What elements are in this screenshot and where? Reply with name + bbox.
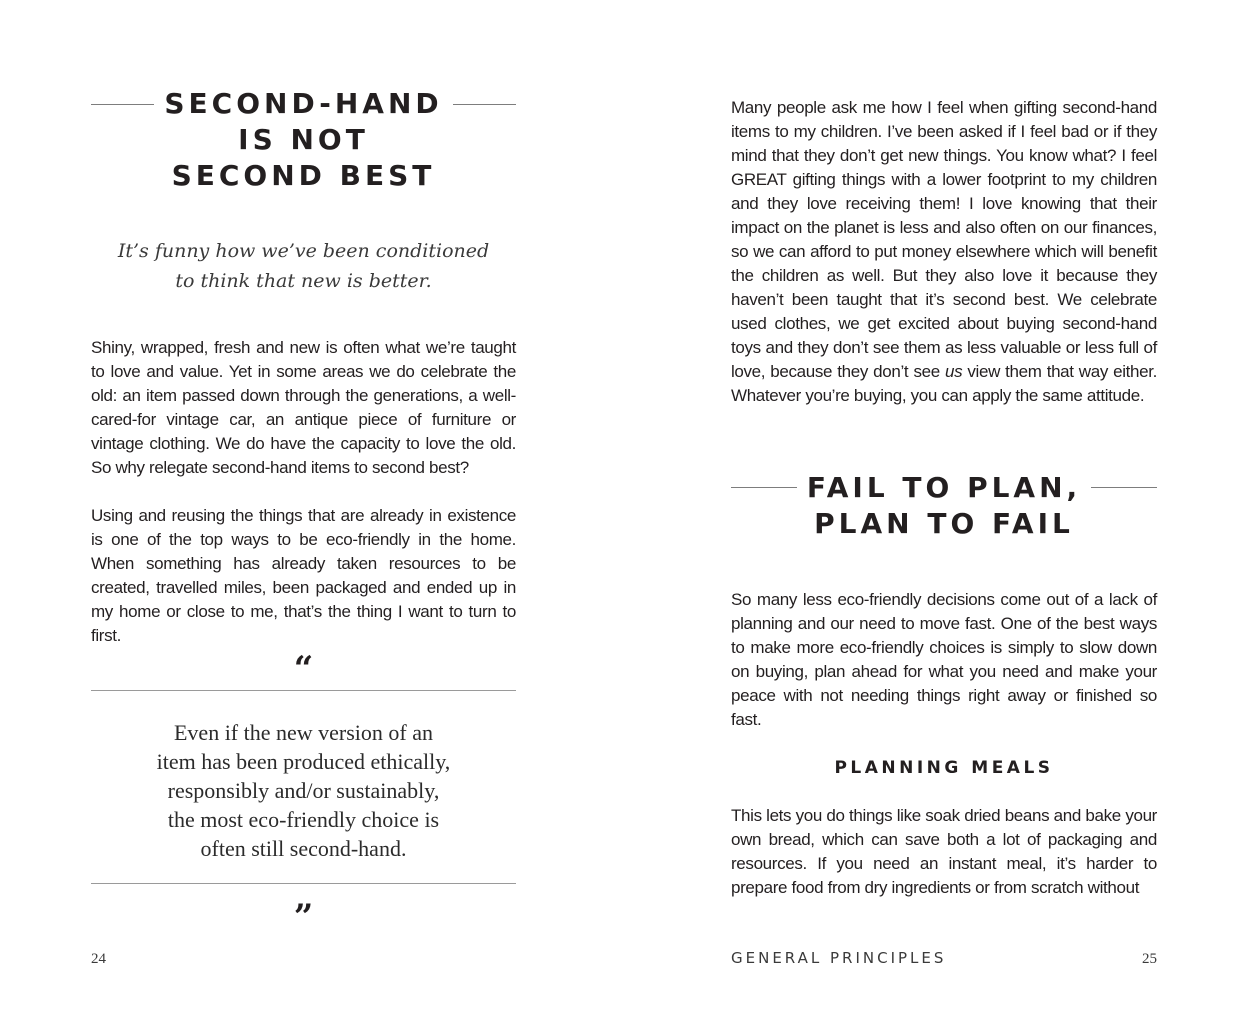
heading-rule-right xyxy=(453,104,516,105)
quote-bottom-rule xyxy=(91,883,516,884)
body-paragraph: So many less eco-friendly decisions come out of a lack of planning and our need to move fast. One of the best ways to make more eco-friendly choices is simply to slow down on buying, plan ahead for what you need and make your peace with not needing things right away or finished so fast. xyxy=(731,590,1157,729)
heading-line: FAIL TO PLAN, xyxy=(806,471,1082,504)
heading-line: SECOND BEST xyxy=(171,159,436,192)
heading-rule-left xyxy=(731,487,797,488)
body-paragraph: Shiny, wrapped, fresh and new is often what we’re taught to love and value. Yet in some areas we do celebrate the old: an item passed down through the generations, a well-cared-for vintage car, an antique piece of furniture or vintage clothing. We do have the capacity to love the old. So why relegate second-hand items to second best? xyxy=(91,338,516,477)
open-quote-mark: “ xyxy=(293,649,314,689)
close-quote-mark: ” xyxy=(293,897,314,937)
paragraph-text: view them that way either. Whatever you’re buying, you can apply the same attitude. xyxy=(731,362,1158,405)
body-paragraph xyxy=(731,96,1157,408)
pull-quote xyxy=(91,718,516,863)
pull-quote-line: often still second-hand. xyxy=(200,836,407,861)
emphasis-text: us xyxy=(944,362,963,381)
heading-line: SECOND-HAND xyxy=(164,87,443,120)
section-heading-second-hand xyxy=(91,86,516,194)
quote-top-rule xyxy=(91,690,516,691)
lede xyxy=(91,236,516,296)
page-number: 25 xyxy=(1142,951,1157,967)
heading-rule-left xyxy=(91,104,154,105)
heading-line: PLAN TO FAIL xyxy=(814,507,1074,540)
left-page xyxy=(91,0,516,1009)
heading-text xyxy=(154,86,452,194)
page-number: 24 xyxy=(91,951,106,967)
lede-line: It’s funny how we’ve been conditioned xyxy=(117,240,490,262)
subheading-planning-meals: PLANNING MEALS xyxy=(834,758,1054,778)
heading-line: IS NOT xyxy=(238,123,369,156)
pull-quote-line: item has been produced ethically, xyxy=(156,749,451,774)
section-heading-fail-to-plan xyxy=(731,470,1157,542)
body-paragraph: This lets you do things like soak dried beans and bake your own bread, which can save both a lot of packaging and resources. If you need an instant meal, it’s harder to prepare food from dry ingredients or from scratch without xyxy=(731,806,1157,897)
right-page xyxy=(731,0,1157,1009)
pull-quote-line: responsibly and/or sustainably, xyxy=(167,778,440,803)
paragraph-text: Many people ask me how I feel when gifting second-hand items to my children. I’ve been asked if I feel bad or if they mind that they don’t get new things. You know what? I feel GREAT gifting things with a lower footprint to my children and they love receiving them! I love knowing that their impact on the planet is less and also often on our finances, so we can afford to put money elsewhere which will benefit the children as well. But they also love it because they haven’t been taught that it’s second best. We celebrate used clothes, we get excited about buying second-hand toys and they don’t see them as less valuable or less full of love, because they don’t see xyxy=(731,98,1157,381)
body-paragraph: Using and reusing the things that are already in existence is one of the top ways to be eco-friendly in the home. When something has already taken resources to be created, travelled miles, been packaged and ended up in my home or close to me, that’s the thing I want to turn to first. xyxy=(91,506,516,645)
heading-text xyxy=(797,470,1091,542)
heading-rule-right xyxy=(1091,487,1157,488)
lede-line: to think that new is better. xyxy=(175,270,432,292)
pull-quote-line: Even if the new version of an xyxy=(173,720,434,745)
pull-quote-line: the most eco-friendly choice is xyxy=(167,807,440,832)
running-head: GENERAL PRINCIPLES xyxy=(731,949,947,967)
